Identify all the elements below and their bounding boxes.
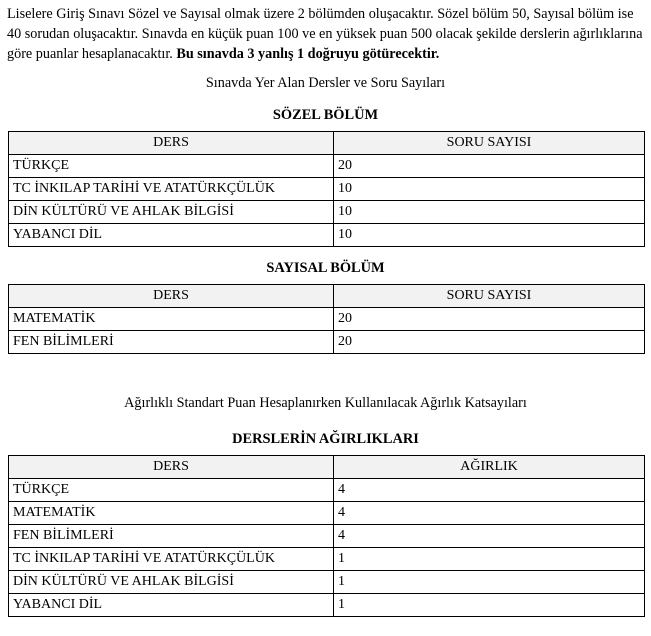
table-row	[9, 594, 645, 617]
table-row	[9, 155, 645, 178]
table-header-row	[9, 285, 645, 308]
intro-text: Liselere Giriş Sınavı Sözel ve Sayısal olmak üzere 2 bölümden oluşacaktır. Sözel bölüm 50, Sayısal bölüm ise 40 sorudan oluşacaktır. Sınavda en küçük puan 100 ve en yüksek puan 500 olacak şekilde derslerin ağırlıklarına göre puanlar hesaplanacaktır.	[7, 6, 643, 62]
column-header-question-count: SORU SAYISI	[334, 285, 645, 308]
table-row	[9, 308, 645, 331]
weights-title: Ağırlıklı Standart Puan Hesaplanırken Kullanılacak Ağırlık Katsayıları	[124, 395, 527, 411]
count-cell: 20	[334, 308, 645, 331]
table-row	[9, 331, 645, 354]
exam-subjects-title: Sınavda Yer Alan Dersler ve Soru Sayıları	[205, 75, 446, 91]
course-cell: YABANCI DİL	[9, 224, 334, 247]
count-cell: 10	[334, 201, 645, 224]
count-cell: 20	[334, 331, 645, 354]
table-row	[9, 548, 645, 571]
weight-cell: 4	[334, 479, 645, 502]
course-cell: TC İNKILAP TARİHİ VE ATATÜRKÇÜLÜK	[9, 548, 334, 571]
column-header-weight: AĞIRLIK	[334, 456, 645, 479]
column-header-course: DERS	[9, 285, 334, 308]
course-cell: DİN KÜLTÜRÜ VE AHLAK BİLGİSİ	[9, 571, 334, 594]
weight-cell: 4	[334, 525, 645, 548]
table-row	[9, 224, 645, 247]
numerical-table	[8, 284, 645, 354]
weight-cell: 4	[334, 502, 645, 525]
table-row	[9, 201, 645, 224]
table-row	[9, 479, 645, 502]
course-cell: TÜRKÇE	[9, 155, 334, 178]
weights-table	[8, 455, 645, 617]
table-row	[9, 178, 645, 201]
column-header-question-count: SORU SAYISI	[334, 132, 645, 155]
verbal-table	[8, 131, 645, 247]
column-header-course: DERS	[9, 132, 334, 155]
count-cell: 10	[334, 178, 645, 201]
column-header-course: DERS	[9, 456, 334, 479]
table-header-row	[9, 132, 645, 155]
table-header-row	[9, 456, 645, 479]
count-cell: 10	[334, 224, 645, 247]
course-cell: FEN BİLİMLERİ	[9, 331, 334, 354]
course-cell: YABANCI DİL	[9, 594, 334, 617]
course-cell: MATEMATİK	[9, 502, 334, 525]
table-row	[9, 571, 645, 594]
weight-cell: 1	[334, 548, 645, 571]
weight-cell: 1	[334, 571, 645, 594]
weights-section-heading: DERSLERİN AĞIRLIKLARI	[232, 431, 419, 447]
course-cell: TÜRKÇE	[9, 479, 334, 502]
intro-paragraph	[7, 4, 647, 64]
course-cell: TC İNKILAP TARİHİ VE ATATÜRKÇÜLÜK	[9, 178, 334, 201]
verbal-section-heading: SÖZEL BÖLÜM	[272, 107, 379, 123]
course-cell: DİN KÜLTÜRÜ VE AHLAK BİLGİSİ	[9, 201, 334, 224]
weight-cell: 1	[334, 594, 645, 617]
course-cell: MATEMATİK	[9, 308, 334, 331]
count-cell: 20	[334, 155, 645, 178]
course-cell: FEN BİLİMLERİ	[9, 525, 334, 548]
numerical-section-heading: SAYISAL BÖLÜM	[266, 260, 385, 276]
table-row	[9, 502, 645, 525]
intro-bold-text: Bu sınavda 3 yanlış 1 doğruyu götürecektir.	[176, 46, 440, 62]
table-row	[9, 525, 645, 548]
